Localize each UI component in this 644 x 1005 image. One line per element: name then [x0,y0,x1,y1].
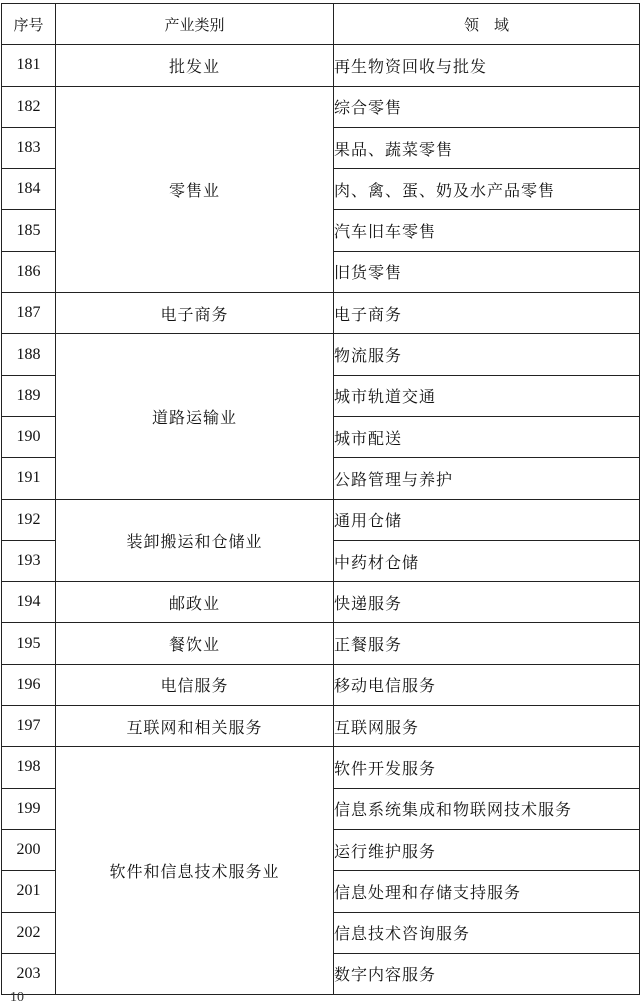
table-row [2,334,640,375]
row-domain: 综合零售 [334,86,640,127]
row-serial: 185 [2,210,56,251]
row-domain: 果品、蔬菜零售 [334,127,640,168]
table-row [2,86,640,127]
row-domain: 旧货零售 [334,251,640,292]
row-category: 邮政业 [56,582,334,623]
row-domain: 中药材仓储 [334,540,640,581]
row-domain: 再生物资回收与批发 [334,45,640,86]
row-serial: 200 [2,829,56,870]
page-number: 10 [10,990,24,1005]
table-row [2,582,640,623]
header-category: 产业类别 [56,4,334,45]
row-serial: 195 [2,623,56,664]
row-serial: 202 [2,912,56,953]
row-serial: 199 [2,788,56,829]
row-serial: 196 [2,664,56,705]
table-row [2,747,640,788]
row-domain: 快递服务 [334,582,640,623]
row-domain: 信息处理和存储支持服务 [334,871,640,912]
row-domain: 信息技术咨询服务 [334,912,640,953]
table-row [2,499,640,540]
header-serial: 序号 [2,4,56,45]
row-domain: 电子商务 [334,293,640,334]
row-domain: 城市轨道交通 [334,375,640,416]
industry-table [1,3,640,995]
row-serial: 188 [2,334,56,375]
row-serial: 190 [2,416,56,457]
row-domain: 物流服务 [334,334,640,375]
table-row [2,706,640,747]
table-body [2,45,640,995]
table-row [2,623,640,664]
row-domain: 信息系统集成和物联网技术服务 [334,788,640,829]
table-header-row [2,4,640,45]
row-serial: 186 [2,251,56,292]
row-category: 餐饮业 [56,623,334,664]
row-serial: 187 [2,293,56,334]
row-serial: 197 [2,706,56,747]
row-serial: 184 [2,169,56,210]
row-domain: 肉、禽、蛋、奶及水产品零售 [334,169,640,210]
row-serial: 181 [2,45,56,86]
row-category: 电信服务 [56,664,334,705]
row-category: 批发业 [56,45,334,86]
table-row [2,45,640,86]
header-domain: 领 域 [334,4,640,45]
row-serial: 203 [2,953,56,994]
row-serial: 194 [2,582,56,623]
row-category: 软件和信息技术服务业 [56,747,334,995]
row-category: 道路运输业 [56,334,334,499]
table-row [2,664,640,705]
table-row [2,293,640,334]
row-serial: 183 [2,127,56,168]
row-domain: 运行维护服务 [334,829,640,870]
row-serial: 192 [2,499,56,540]
row-category: 零售业 [56,86,334,292]
row-category: 装卸搬运和仓储业 [56,499,334,582]
row-serial: 191 [2,458,56,499]
row-domain: 软件开发服务 [334,747,640,788]
row-domain: 正餐服务 [334,623,640,664]
row-category: 电子商务 [56,293,334,334]
row-domain: 城市配送 [334,416,640,457]
row-serial: 193 [2,540,56,581]
row-domain: 互联网服务 [334,706,640,747]
row-domain: 移动电信服务 [334,664,640,705]
row-serial: 182 [2,86,56,127]
row-serial: 201 [2,871,56,912]
row-domain: 通用仓储 [334,499,640,540]
row-domain: 汽车旧车零售 [334,210,640,251]
row-domain: 数字内容服务 [334,953,640,994]
row-serial: 189 [2,375,56,416]
row-serial: 198 [2,747,56,788]
row-domain: 公路管理与养护 [334,458,640,499]
row-category: 互联网和相关服务 [56,706,334,747]
